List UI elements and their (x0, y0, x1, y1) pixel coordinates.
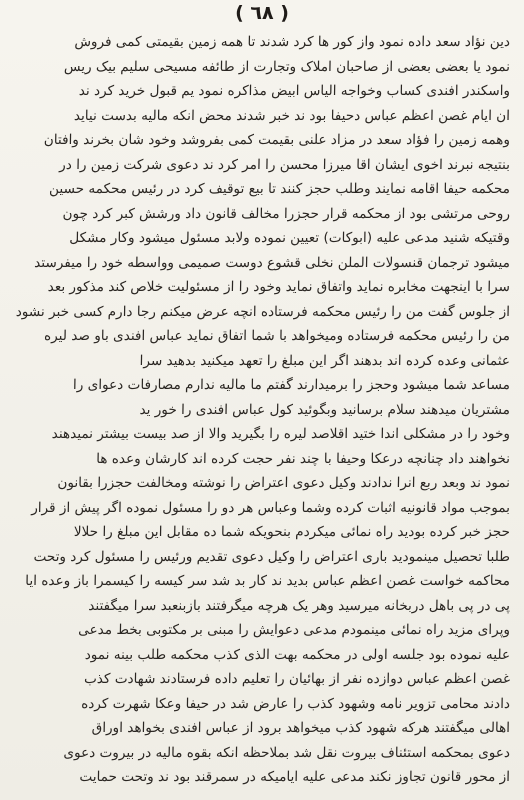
text-line: از محور قانون تجاوز نکند مدعی علیه ایامیکه در سمرقند بود ند وتحت حمایت (79, 769, 511, 785)
text-line: میشود ترجمان قنسولات الملن نخلی قشوع دوست صمیمی وواسطه خود را میفرستد (34, 254, 511, 271)
text-line: وقتیکه شنید مدعی علیه (ابوکات) تعیین نموده ولابد مسئول میشود وکار مشکل (69, 230, 511, 246)
text-line: از جلوس گفت من را رئیس محکمه فرستاده انچه عرض میکنم رجا دارم کسی خبر نشود (15, 303, 511, 320)
text-line: مشتریان میدهند سلام برسانید وبگوئید کول عباس افندی را خور ید (139, 401, 511, 418)
text-line: وپرای مزید راه نمائی مینمودم مدعی دعوایش را مبنی بر مکتوبی بخط مدعی (78, 622, 511, 638)
text-line: وخود را در مشکلی اندا ختید اقلاصد لیره را بگیرید والا از صد بیست بیشتر نمیدهند (51, 426, 511, 442)
text-line: من را رئیس محکمه فرستاده ومیخواهد با شما اتفاق نماید عباس افندی باو صد لیره (43, 328, 511, 344)
text-line: وهمه زمین را فؤاد سعد در مزاد علنی بقیمت کمی بفروشد وخود شان بخرند وافتان (43, 132, 511, 148)
text-line: غصن اعظم عباس دوازده نفر از بهائیان را تعلیم داده فرستادند شهادت کذب (83, 671, 511, 687)
text-line: پی در پی باهل دربخانه میرسید وهر یک هرچه میگرفتند بازبنعبد سرا میگفتند (88, 597, 511, 614)
text-line: واسکندر افندی کساب وخواجه الیاس ابیض مذاکره نمود یم قبول خرید کرد ند (78, 83, 511, 99)
text-line: نمود یا بعضی بعضی از صاحبان املاک وتجارت از طائفه مسیحی سلیم بیک ریس (63, 58, 511, 75)
text-line: بنتیجه نبرند اخوی ایشان اقا میرزا محسن را امر کرد ند دعوی شرکت زمین را در (59, 156, 511, 173)
text-line: مساعد شما میشود وحجز را برمیدارند گفتم ما مالیه ندارم مصارفات دعوای را (72, 377, 511, 393)
text-line: حجز خبر کرده بودید راه نمائی میکردم بنحویکه شما ده مقابل این مبلغ را حلالا (73, 524, 511, 540)
body-text (10, 30, 510, 790)
text-line: دین نؤاد سعد داده نمود واز کور ها کرد شدند تا همه زمین بقیمتی کمی فروش (74, 34, 511, 50)
text-line: دعوی بمحکمه استئناف بیروت نقل شد بملاحظه انکه بقوه مالیه در بیروت دعوی (63, 744, 511, 761)
text-line: اهالی میگفتند هرکه شهود کذب میخواهد برود از عباس افندی بخواهد اوراق (91, 720, 511, 736)
text-line: محاکمه خواست غصن اعظم عباس بدید ند کار بد شد سر کیسه را کیسمرا باز وعده ایا (25, 573, 511, 589)
text-line: بموجب مواد قانونیه اثبات کرده وشما وعباس هر دو را مسئول نموده اگر پیش از قرار (31, 499, 511, 516)
text-line: روحی مرتشی بود از محکمه قرار حجزرا مخالف قانون داد ورشش کبر کرد چون (62, 205, 511, 222)
page-number: ( ٦٨ ) (235, 2, 289, 24)
text-line: محکمه حیفا اقامه نمایند وطلب حجز کنند تا بیع توقیف کرد در رئیس محکمه حسین (48, 181, 511, 197)
text-line: نخواهند داد چنانچه درعکا وحیفا با چند نفر حجت کرده اند کارشان وعده ها (96, 450, 511, 467)
text-line: نمود ند وبعد ربع انرا ندادند وکیل دعوی اعتراض را نوشته ومخالفت حجزرا بقانون (57, 475, 511, 491)
text-line: دادند محامی تزویر نامه وشهود کذب را عارض شد در حیفا وعکا شهرت کرده (81, 695, 511, 712)
text-line: عثمانی وعده کرده اند بدهند اگر این مبلغ را تعهد میکنید بدهید سرا (139, 352, 511, 369)
text-line: ان ایام غصن اعظم عباس دحیفا بود ند خبر شدند محض انکه مالیه بدست نیاید (73, 107, 511, 124)
text-line: سرا با اینجهت مخابره نماید واتفاق نماید وخود را از مسئولیت خلاص کند مذکور بعد (47, 279, 511, 295)
text-line: طلبا تحصیل مینمودید باری اعتراض را وکیل دعوی تقدیم ورئیس را مسئول کرد وتحت (33, 548, 511, 565)
text-line: علیه نموده بود جلسه اولی در محکمه بهت الذی کذب محکمه طلب بینه نمود (84, 646, 511, 663)
